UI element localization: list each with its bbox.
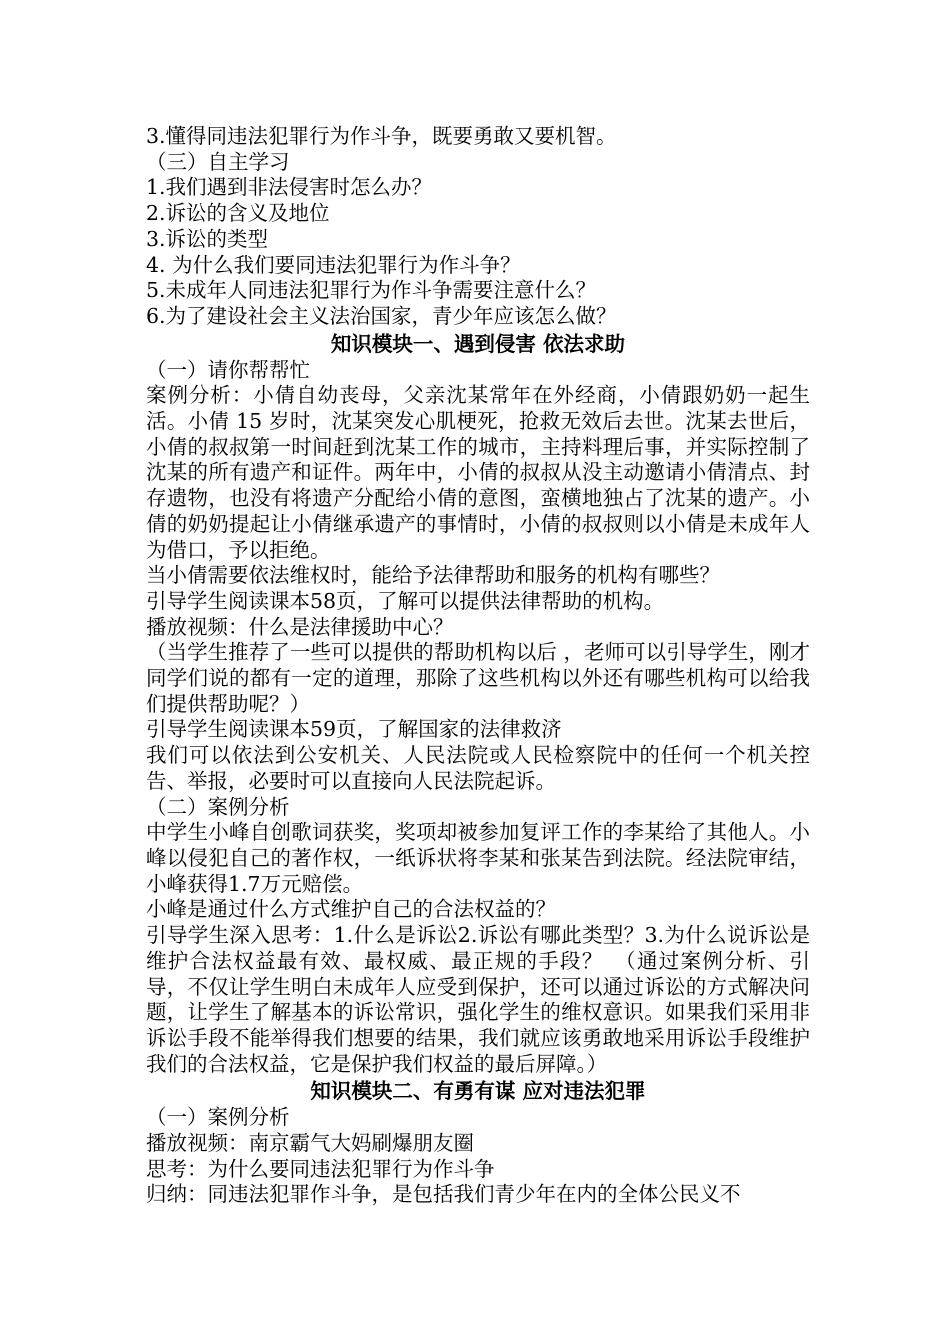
document-page	[146, 124, 810, 1208]
module-1-subheading-2: （二）案例分析	[146, 794, 290, 819]
module-1-question-2: 小峰是通过什么方式维护自己的合法权益的？	[146, 897, 556, 922]
module-1-guide-2: 引导学生阅读课本59页，了解国家的法律救济	[146, 717, 562, 742]
self-study-heading: （三）自主学习	[146, 149, 290, 174]
study-question-3: 3.诉讼的类型	[146, 226, 269, 251]
module-2-summary: 归纳：同违法犯罪作斗争，是包括我们青少年在内的全体公民义不	[146, 1182, 741, 1207]
module-2-video: 播放视频：南京霸气大妈刷爆朋友圈	[146, 1131, 474, 1156]
module-1-case-text: 案例分析：小倩自幼丧母，父亲沈某常年在外经商，小倩跟奶奶一起生活。小倩 15 岁时，沈某突发心肌梗死，抢救无效后去世。沈某去世后，小倩的叔叔第一时间赶到沈某工作的城市，主持料理后事，并实际控制了沈某的所有遗产和证件。两年中，小倩的叔叔从没主动邀请小倩清点、封存遗物，也没有将遗产分配给小倩的意图，蛮横地独占了沈某的遗产。小倩的奶奶提起让小倩继承遗产的事情时，小倩的叔叔则以小倩是未成年人为借口，予以拒绝。	[146, 383, 810, 562]
study-question-6: 6.为了建设社会主义法治国家，青少年应该怎么做？	[146, 303, 617, 328]
teaching-goal-3: 3.懂得同违法犯罪行为作斗争，既要勇敢又要机智。	[146, 124, 617, 148]
study-question-1: 1.我们遇到非法侵害时怎么办？	[146, 175, 433, 200]
module-1-case-2-text: 中学生小峰自创歌词获奖，奖项却被参加复评工作的李某给了其他人。小峰以侵犯自己的著作权，一纸诉状将李某和张某告到法院。经法院审结，小峰获得1.7万元赔偿。	[146, 820, 810, 896]
module-1-legal-remedy: 我们可以依法到公安机关、人民法院或人民检察院中的任何一个机关控告、举报，必要时可以直接向人民法院起诉。	[146, 743, 810, 793]
study-question-4: 4. 为什么我们要同违法犯罪行为作斗争？	[146, 252, 521, 277]
module-1-guide-3: 引导学生深入思考：1.什么是诉讼2.诉讼有哪此类型？3.为什么说诉讼是维护合法权益最有效、最权威、最正规的手段？ （通过案例分析、引导，不仅让学生明白未成年人应受到保护，还可以通过诉讼的方式解决问题，让学生了解基本的诉讼常识，强化学生的维权意识。如果我们采用非诉讼手段不能举得我们想要的结果，我们就应该勇敢地采用诉讼手段维护我们的合法权益，它是保护我们权益的最后屏障。）	[146, 923, 810, 1076]
module-1-teacher-note: （当学生推荐了一些可以提供的帮助机构以后 ，老师可以引导学生，刚才同学们说的都有一定的道理，那除了这些机构以外还有哪些机构可以给我们提供帮助呢？）	[146, 640, 810, 716]
study-question-2: 2.诉讼的含义及地位	[146, 201, 330, 226]
module-2-subheading-1: （一）案例分析	[146, 1105, 290, 1130]
module-1-subheading-1: （一）请你帮帮忙	[146, 357, 310, 382]
module-1-question: 当小倩需要依法维权时，能给予法律帮助和服务的机构有哪些？	[146, 563, 720, 588]
module-2-think: 思考：为什么要同违法犯罪行为作斗争	[146, 1156, 495, 1181]
module-2-title: 知识模块二、有勇有谋 应对违法犯罪	[310, 1079, 646, 1104]
study-question-5: 5.未成年人同违法犯罪行为作斗争需要注意什么？	[146, 278, 597, 303]
module-1-guide-1: 引导学生阅读课本58页，了解可以提供法律帮助的机构。	[146, 588, 665, 613]
module-1-title: 知识模块一、遇到侵害 依法求助	[330, 331, 626, 356]
module-1-video: 播放视频：什么是法律援助中心？	[146, 614, 454, 639]
